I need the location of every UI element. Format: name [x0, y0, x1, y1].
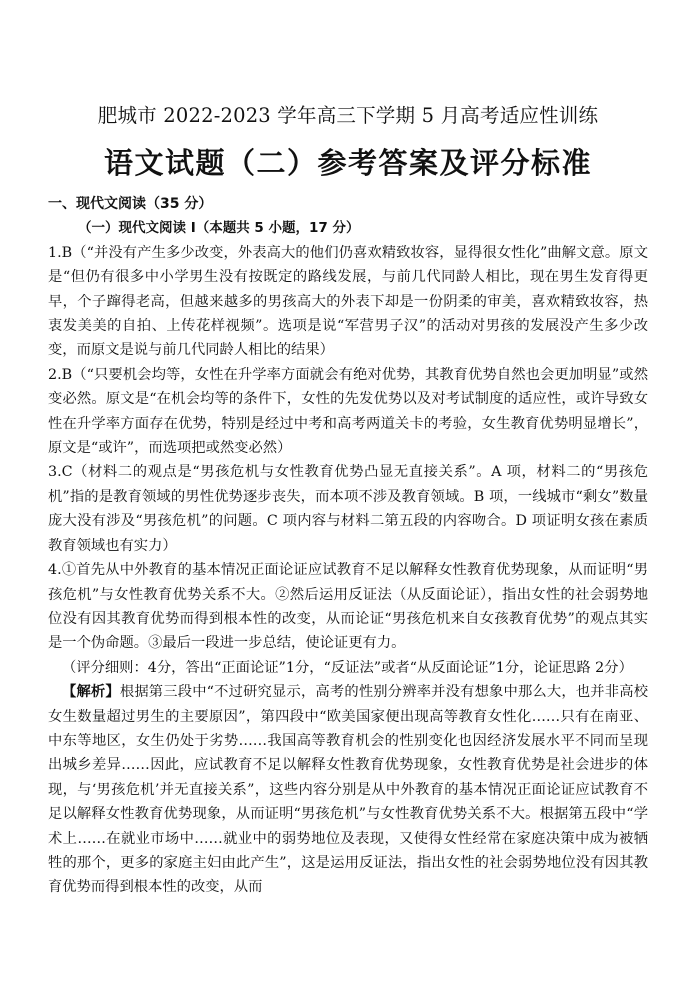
document-title-line2: 语文试题（二）参考答案及评分标准	[103, 146, 592, 180]
analysis-label: 【解析】	[62, 684, 120, 701]
analysis-text: 根据第三段中“不过研究显示，高考的性别分辨率并没有想象中那么大，也并非高校女生数量超过男生的主要原因”，第四段中“欧美国家便出现高等教育女性化……只有在南亚、中东等地区，女生仍处于劣势……我国高等教育机会的性别变化也因经济发展水平不同而呈现出城乡差异……因此，应试教育不足以解释女性教育优势现象，女性教育优势是社会进步的体现，与‘男孩危机’并无直接关系”，这些内容分别是从中外教育的基本情况正面论证应试教育不足以解释女性教育优势现象，从而证明“男孩危机”与女性教育优势关系不大。根据第五段中“学术上……在就业市场中……就业中的弱势地位及表现，又使得女性经常在家庭决策中成为被牺牲的那个，更多的家庭主妇由此产生”，这是运用反证法，指出女性的社会弱势地位没有因其教育优势而得到根本性的改变，从而	[48, 684, 648, 896]
answer-4: 4.①首先从中外教育的基本情况正面论证应试教育不足以解释女性教育优势现象，从而证明“男孩危机”与女性教育优势关系不大。②然后运用反证法（从反面论证），指出女性的社会弱势地位没有因其教育优势而得到根本性的改变，从而论证“男孩危机来自女孩教育优势”的观点其实是一个伪命题。③最后一段进一步总结，使论证更有力。	[48, 562, 648, 652]
analysis-paragraph	[48, 680, 648, 900]
section-heading: 一、现代文阅读（35 分）	[48, 196, 213, 212]
document-body	[48, 192, 648, 900]
answer-3: 3.C（材料二的观点是“男孩危机与女性教育优势凸显无直接关系”。A 项，材料二的“男孩危机”指的是教育领域的男性优势逐步丧失，而本项不涉及教育领域。B 项，一线城市“剩女”数量庞大没有涉及“男孩危机”的问题。C 项内容与材料二第五段的内容吻合。D 项证明女孩在素质教育领域也有实力）	[48, 464, 648, 554]
answer-2: 2.B（“只要机会均等，女性在升学率方面就会有绝对优势，其教育优势自然也会更加明显”或然变必然。原文是“在机会均等的条件下，女性的先发优势以及对考试制度的适应性，或许导致女性在升学率方面存在优势，特别是经过中考和高考两道关卡的考验，女生教育优势明显增长”，原文是“或许”，而选项把或然变必然）	[48, 366, 648, 457]
subsection-heading: （一）现代文阅读 I（本题共 5 小题，17 分）	[78, 220, 360, 237]
document-title-line1: 肥城市 2022-2023 学年高三下学期 5 月高考适应性训练	[97, 104, 599, 127]
scoring-details: （评分细则：4分，答出“正面论证”1分，“反证法”或者“从反面论证”1分，论证思路 2分）	[62, 659, 633, 676]
answer-1: 1.B（“并没有产生多少改变，外表高大的他们仍喜欢精致妆容，显得很女性化”曲解文意。原文是“但仍有很多中小学男生没有按既定的路线发展，与前几代同龄人相比，现在男生发育得更早，个子蹿得老高，但越来越多的男孩高大的外表下却是一份阴柔的审美，喜欢精致妆容，热衷发美美的自拍、上传花样视频”。选项是说“军营男子汉”的活动对男孩的发展没产生多少改变，而原文是说与前几代同龄人相比的结果）	[48, 244, 648, 359]
